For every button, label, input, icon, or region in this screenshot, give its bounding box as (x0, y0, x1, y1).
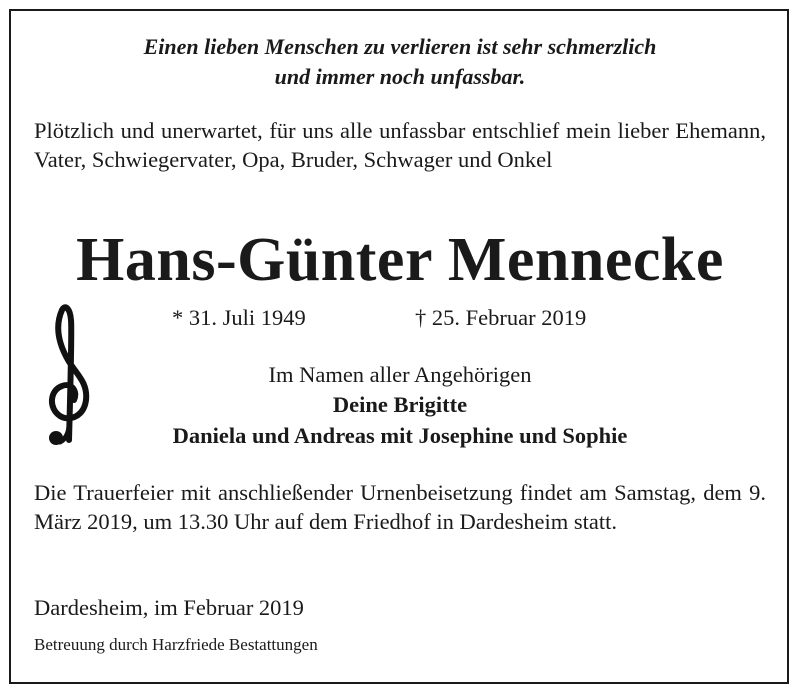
motto-line-2: und immer noch unfassbar. (274, 64, 526, 89)
mourners-intro: Im Namen aller Angehörigen (268, 362, 532, 387)
motto-line-1: Einen lieben Menschen zu verlieren ist sehr schmerzlich (143, 34, 657, 59)
announcement-text: Plötzlich und unerwartet, für uns alle unfassbar entschlief mein lieber Ehemann, Vater, Schwiegervater, Opa, Bruder, Schwager und Onkel (34, 118, 766, 172)
mourners-line-2: Daniela und Andreas mit Josephine und Sophie (172, 423, 628, 448)
obituary-frame (9, 9, 789, 684)
deceased-name: Hans-Günter Mennecke (76, 226, 724, 294)
birth-date: * 31. Juli 1949 (172, 305, 306, 330)
funeral-notice: Die Trauerfeier mit anschließender Urnenbeisetzung findet am Samstag, dem 9. März 2019, um 13.30 Uhr auf dem Friedhof in Dardesheim statt. (34, 480, 766, 534)
funeral-home-credit: Betreuung durch Harzfriede Bestattungen (34, 635, 318, 654)
place-and-date: Dardesheim, im Februar 2019 (34, 595, 304, 620)
mourners-line-1: Deine Brigitte (332, 392, 468, 417)
death-date: † 25. Februar 2019 (415, 305, 587, 330)
